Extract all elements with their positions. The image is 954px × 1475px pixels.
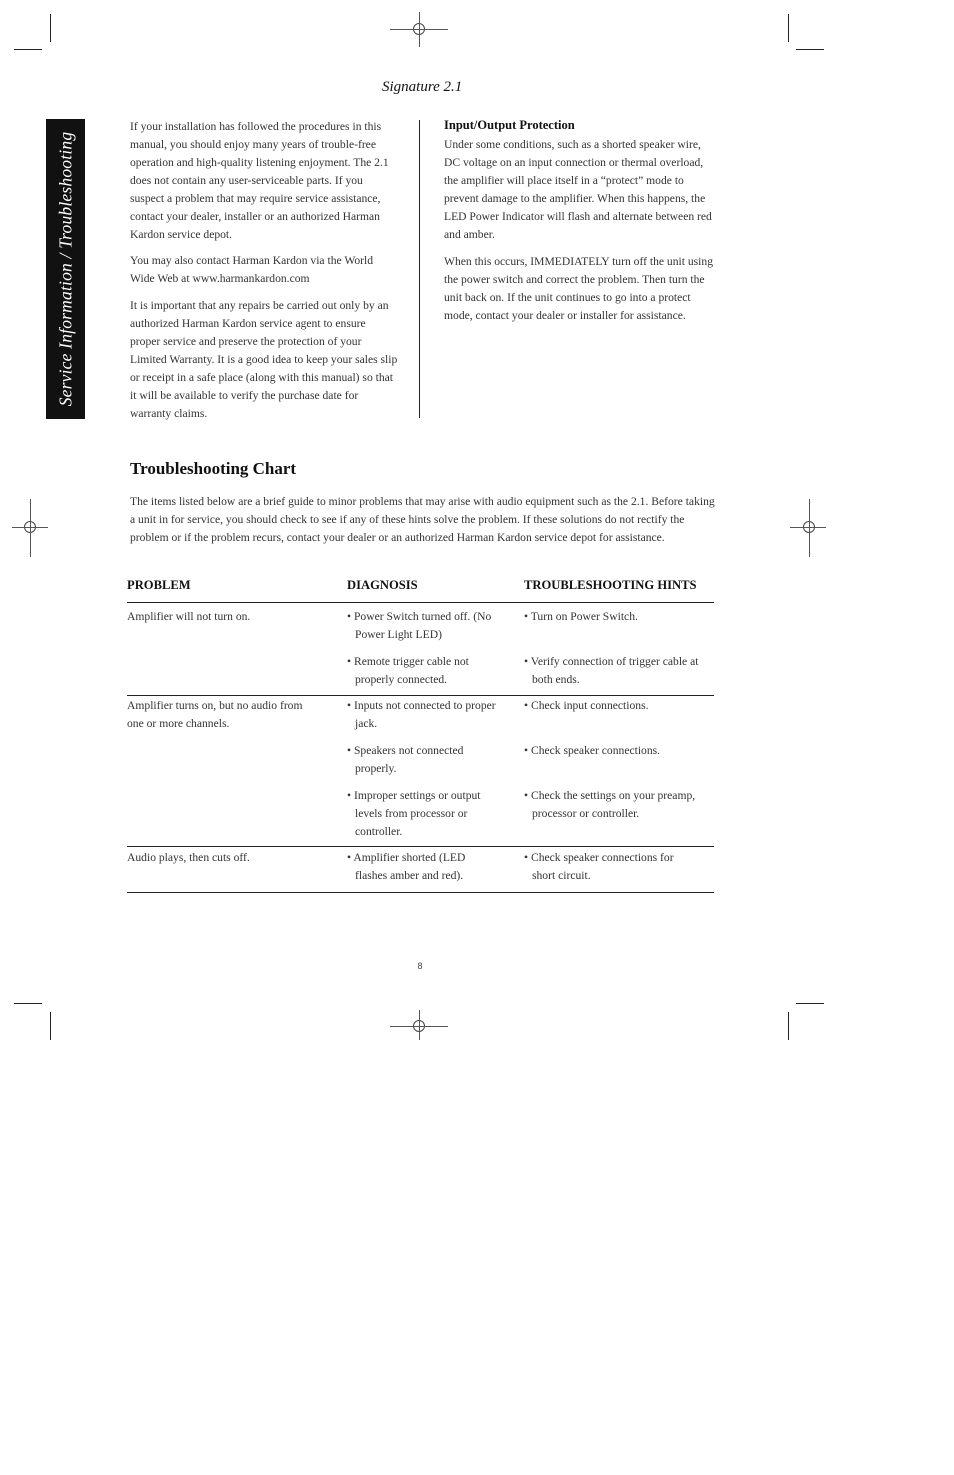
hint-cell: • Turn on Power Switch. [524, 610, 638, 623]
row-divider [127, 846, 714, 847]
section-side-tab [46, 119, 85, 419]
problem-cell: Audio plays, then cuts off. [127, 851, 250, 864]
hint-cell: • Check speaker connections for short circuit. [524, 851, 674, 882]
column-divider [419, 120, 420, 418]
hint-cell: • Verify connection of trigger cable at both ends. [524, 655, 699, 686]
column-header-hints: TROUBLESHOOTING HINTS [524, 578, 697, 592]
protection-heading: Input/Output Protection [444, 118, 575, 132]
diagnosis-cell: • Power Switch turned off. (No Power Light LED) [347, 610, 492, 641]
hint-cell: • Check the settings on your preamp, processor or controller. [524, 789, 696, 820]
hint-cell: • Check input connections. [524, 699, 649, 712]
problem-cell: Amplifier turns on, but no audio from one or more channels. [127, 699, 303, 730]
protection-paragraph-2: When this occurs, IMMEDIATELY turn off the unit using the power switch and correct the problem. Then turn the unit back on. If the unit continues to go into a protect mode, contact your dealer or installer for assistance. [444, 255, 713, 322]
intro-paragraph-3: It is important that any repairs be carried out only by an authorized Harman Kardon service agent to ensure proper service and preserve the protection of your Limited Warranty. It is a good idea to keep your sales slip or receipt in a safe place (along with this manual) so that it will be available to verify the purchase date for warranty claims. [130, 299, 398, 420]
troubleshooting-title: Troubleshooting Chart [130, 459, 297, 478]
diagnosis-cell: • Improper settings or output levels from processor or controller. [347, 789, 481, 838]
diagnosis-cell: • Inputs not connected to proper jack. [347, 699, 496, 730]
row-divider [127, 695, 714, 696]
diagnosis-cell: • Speakers not connected properly. [347, 744, 464, 775]
troubleshooting-intro: The items listed below are a brief guide to minor problems that may arise with audio equipment such as the 2.1. Before taking a unit in for service, you should check to see if any of these hints solve the problem. If these solutions do not rectify the problem or if the problem recurs, contact your dealer or an authorized Harman Kardon service depot for assistance. [130, 495, 715, 544]
page-number: 8 [417, 961, 423, 971]
hint-cell: • Check speaker connections. [524, 744, 661, 757]
column-header-problem: PROBLEM [127, 578, 191, 592]
protection-paragraph-1: Under some conditions, such as a shorted speaker wire, DC voltage on an input connection or thermal overload, the amplifier will place itself in a “protect” mode to prevent damage to the amplifier. When this happens, the LED Power Indicator will flash and alternate between red and amber. [444, 138, 712, 241]
page-header-title: Signature 2.1 [382, 79, 463, 95]
column-header-diagnosis: DIAGNOSIS [347, 578, 418, 592]
intro-paragraph-1: If your installation has followed the procedures in this manual, you should enjoy many years of trouble-free operation and high-quality listening enjoyment. The 2.1 does not contain any user-serviceable parts. If you suspect a problem that may require service assistance, contact your dealer, installer or an authorized Harman Kardon service depot. [130, 120, 389, 241]
side-tab-label: Service Information / Troubleshooting [55, 131, 75, 407]
intro-paragraph-2: You may also contact Harman Kardon via the World Wide Web at www.harmankardon.com [130, 254, 374, 285]
table-bottom-rule [127, 892, 714, 893]
problem-cell: Amplifier will not turn on. [127, 610, 251, 623]
diagnosis-cell: • Remote trigger cable not properly connected. [347, 655, 469, 686]
diagnosis-cell: • Amplifier shorted (LED flashes amber and red). [347, 851, 466, 882]
table-header-rule [127, 602, 714, 603]
